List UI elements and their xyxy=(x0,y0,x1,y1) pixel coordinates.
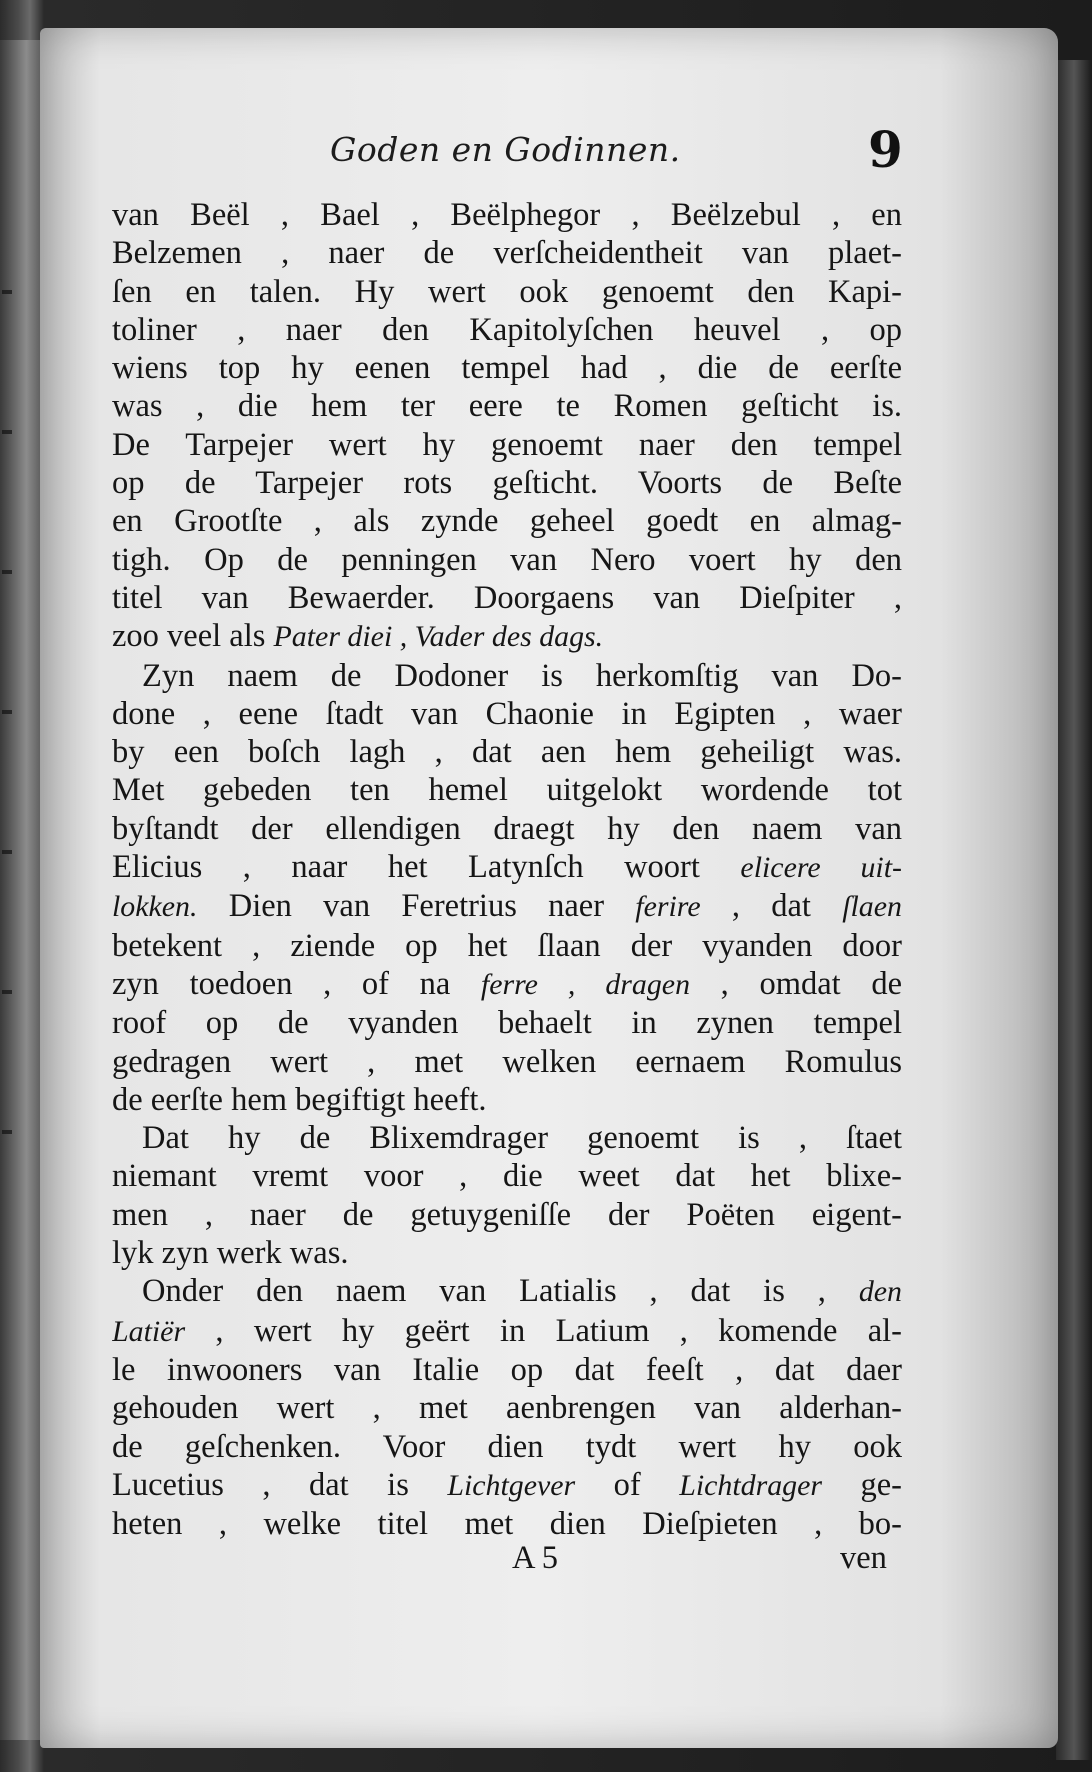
page-body xyxy=(112,196,902,1543)
catchword: ven xyxy=(840,1540,887,1576)
text-line: byſtandt der ellendigen draegt hy den naem van xyxy=(112,810,902,847)
text-line: de eerſte hem begiftigt heeft. xyxy=(112,1081,487,1118)
line-segment: zoo veel als xyxy=(112,618,274,655)
text-line: Zyn naem de Dodoner is herkomſtig van Do- xyxy=(142,657,902,694)
left-page-edge xyxy=(0,40,44,1740)
line-segment: ge- xyxy=(822,1466,902,1503)
text-line: wiens top hy eenen tempel had , die de eerſte xyxy=(112,350,902,387)
text-line: de geſchenken. Voor dien tydt wert hy ook xyxy=(112,1428,902,1465)
text-line: gedragen wert , met welken eernaem Romulus xyxy=(112,1043,902,1080)
italic-phrase: den xyxy=(858,1275,902,1309)
text-line: Belzemen , naer de verſcheidentheit van plaet- xyxy=(112,235,902,272)
text-line: gehouden wert , met aenbrengen van alderhan- xyxy=(112,1390,902,1427)
italic-phrase: lokken. xyxy=(112,890,198,924)
text-line: men , naer de getuygeniſſe der Poëten eigent- xyxy=(112,1196,902,1233)
text-line xyxy=(112,965,902,1004)
text-line: op de Tarpejer rots geſticht. Voorts de Beſte xyxy=(112,465,902,502)
text-line xyxy=(112,1312,902,1351)
line-segment: Dien van Feretrius naer xyxy=(197,888,636,925)
text-line xyxy=(112,1466,902,1505)
text-line: en Grootſte , als zynde geheel goedt en almag- xyxy=(112,503,902,540)
text-line: niemant vremt voor , die weet dat het blixe- xyxy=(112,1158,902,1195)
line-segment: , dat xyxy=(700,888,843,925)
text-line: Dat hy de Blixemdrager genoemt is , ſtaet xyxy=(142,1120,902,1157)
line-segment: Elicius , naar het Latynſch woort xyxy=(112,849,741,886)
book-cover-edge xyxy=(1056,60,1092,1760)
line-segment: Lucetius , dat is xyxy=(112,1466,448,1503)
left-page-marks xyxy=(2,220,12,1220)
text-line: lyk zyn werk was. xyxy=(112,1235,349,1272)
text-line: roof op de vyanden behaelt in zynen tempel xyxy=(112,1005,902,1042)
line-segment: zyn toedoen , of na xyxy=(112,965,481,1002)
line-segment: of xyxy=(575,1466,680,1503)
text-line: by een boſch lagh , dat aen hem geheiligt was. xyxy=(112,734,902,771)
text-line: titel van Bewaerder. Doorgaens van Dieſpiter , xyxy=(112,579,902,616)
line-segment: , omdat de xyxy=(690,965,902,1002)
text-line xyxy=(112,848,902,887)
text-line: was , die hem ter eere te Romen geſticht is. xyxy=(112,388,902,425)
line-segment: Onder den naem van Latialis , dat is , xyxy=(142,1273,859,1310)
text-line: ſen en talen. Hy wert ook genoemt den Kapi- xyxy=(112,273,902,310)
text-line: tigh. Op de penningen van Nero voert hy den xyxy=(112,541,902,578)
italic-phrase: Lichtdrager xyxy=(679,1468,823,1502)
text-line xyxy=(112,887,902,926)
text-line: betekent , ziende op het ſlaan der vyanden door xyxy=(112,927,902,964)
italic-phrase: ferre , dragen xyxy=(480,967,691,1001)
text-line: done , eene ſtadt van Chaonie in Egipten , waer xyxy=(112,695,902,732)
signature-mark: A 5 xyxy=(512,1540,559,1576)
text-line: heten , welke titel met dien Dieſpieten , bo- xyxy=(112,1506,902,1543)
text-line: van Beël , Bael , Beëlphegor , Beëlzebul , en xyxy=(112,197,902,233)
italic-phrase: ſlaen xyxy=(842,890,902,924)
italic-phrase: Pater diei , Vader des dags. xyxy=(273,620,604,654)
text-line xyxy=(112,617,902,656)
text-line xyxy=(112,1272,902,1311)
text-line: le inwooners van Italie op dat feeſt , dat daer xyxy=(112,1351,902,1388)
italic-phrase: ferire xyxy=(635,890,701,924)
running-title: Goden en Godinnen. xyxy=(330,130,681,169)
text-line: toliner , naer den Kapitolyſchen heuvel , op xyxy=(112,311,902,348)
italic-phrase: Lichtgever xyxy=(447,1468,576,1502)
page-number: 9 xyxy=(868,120,903,179)
italic-phrase: Latiër xyxy=(112,1314,186,1348)
text-line: Met gebeden ten hemel uitgelokt wordende tot xyxy=(112,772,902,809)
line-segment: , wert hy geërt in Latium , komende al- xyxy=(185,1312,902,1349)
italic-phrase: elicere uit- xyxy=(740,851,902,885)
text-line: De Tarpejer wert hy genoemt naer den tempel xyxy=(112,426,902,463)
